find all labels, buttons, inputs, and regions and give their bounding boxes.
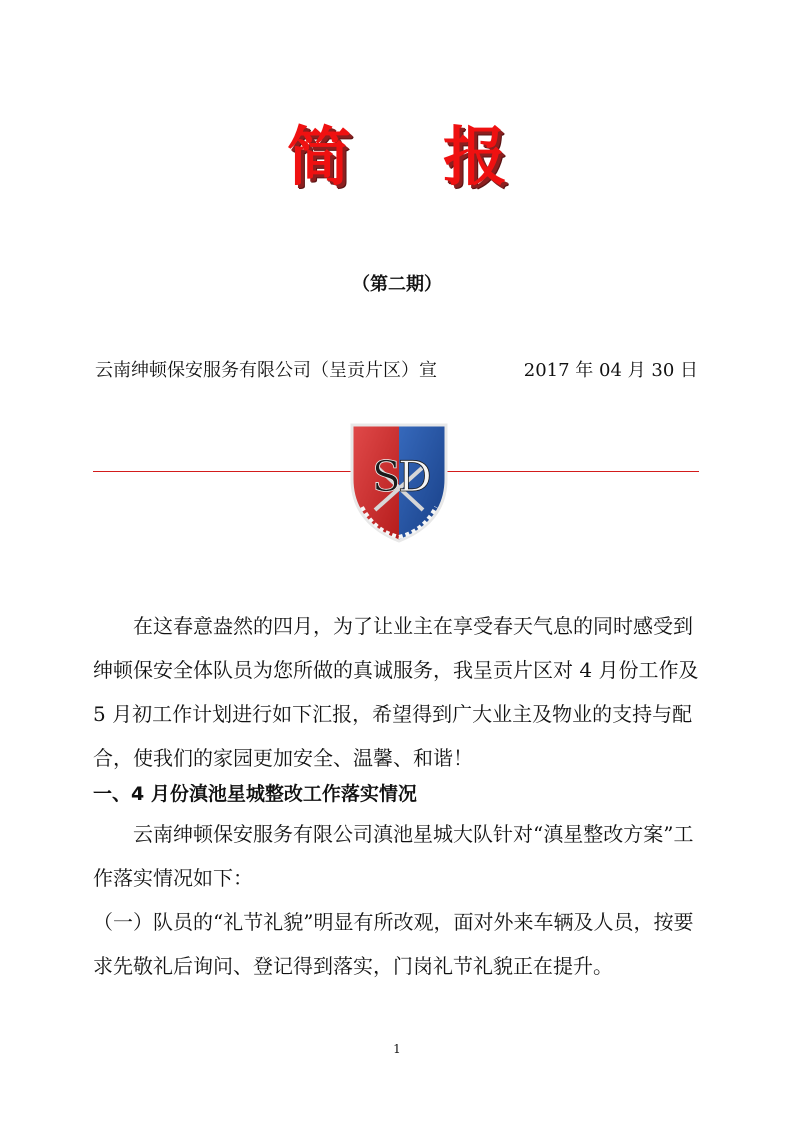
publisher-line: 云南绅顿保安服务有限公司（呈贡片区）宣 bbox=[95, 360, 437, 381]
page-number: 1 bbox=[393, 1042, 401, 1056]
section-intro-paragraph: 云南绅顿保安服务有限公司滇池星城大队针对“滇星整改方案”工作落实情况如下： bbox=[93, 822, 694, 890]
section-heading: 一、4 月份滇池星城整改工作落实情况 bbox=[93, 783, 417, 805]
shield-logo-icon bbox=[344, 421, 454, 545]
intro-paragraph: 在这春意盎然的四月，为了让业主在享受春天气息的同时感受到绅顿保安全体队员为您所做的真诚服务，我呈贡片区对 4 月份工作及 5 月初工作计划进行如下汇报，希望得到广大业主及物业的支持与配合，使我们的家园更加安全、温馨、和谐！ bbox=[93, 614, 699, 770]
document-title: 简报 bbox=[287, 121, 599, 195]
svg-text:S: S bbox=[372, 452, 401, 501]
item-one-paragraph: （一）队员的“礼节礼貌”明显有所改观，面对外来车辆及人员，按要求先敬礼后询问、登记得到落实，门岗礼节礼貌正在提升。 bbox=[93, 910, 694, 978]
svg-text:D: D bbox=[398, 452, 432, 501]
issue-number: （第二期） bbox=[352, 274, 442, 295]
publish-date: 2017 年 04 月 30 日 bbox=[523, 360, 698, 381]
